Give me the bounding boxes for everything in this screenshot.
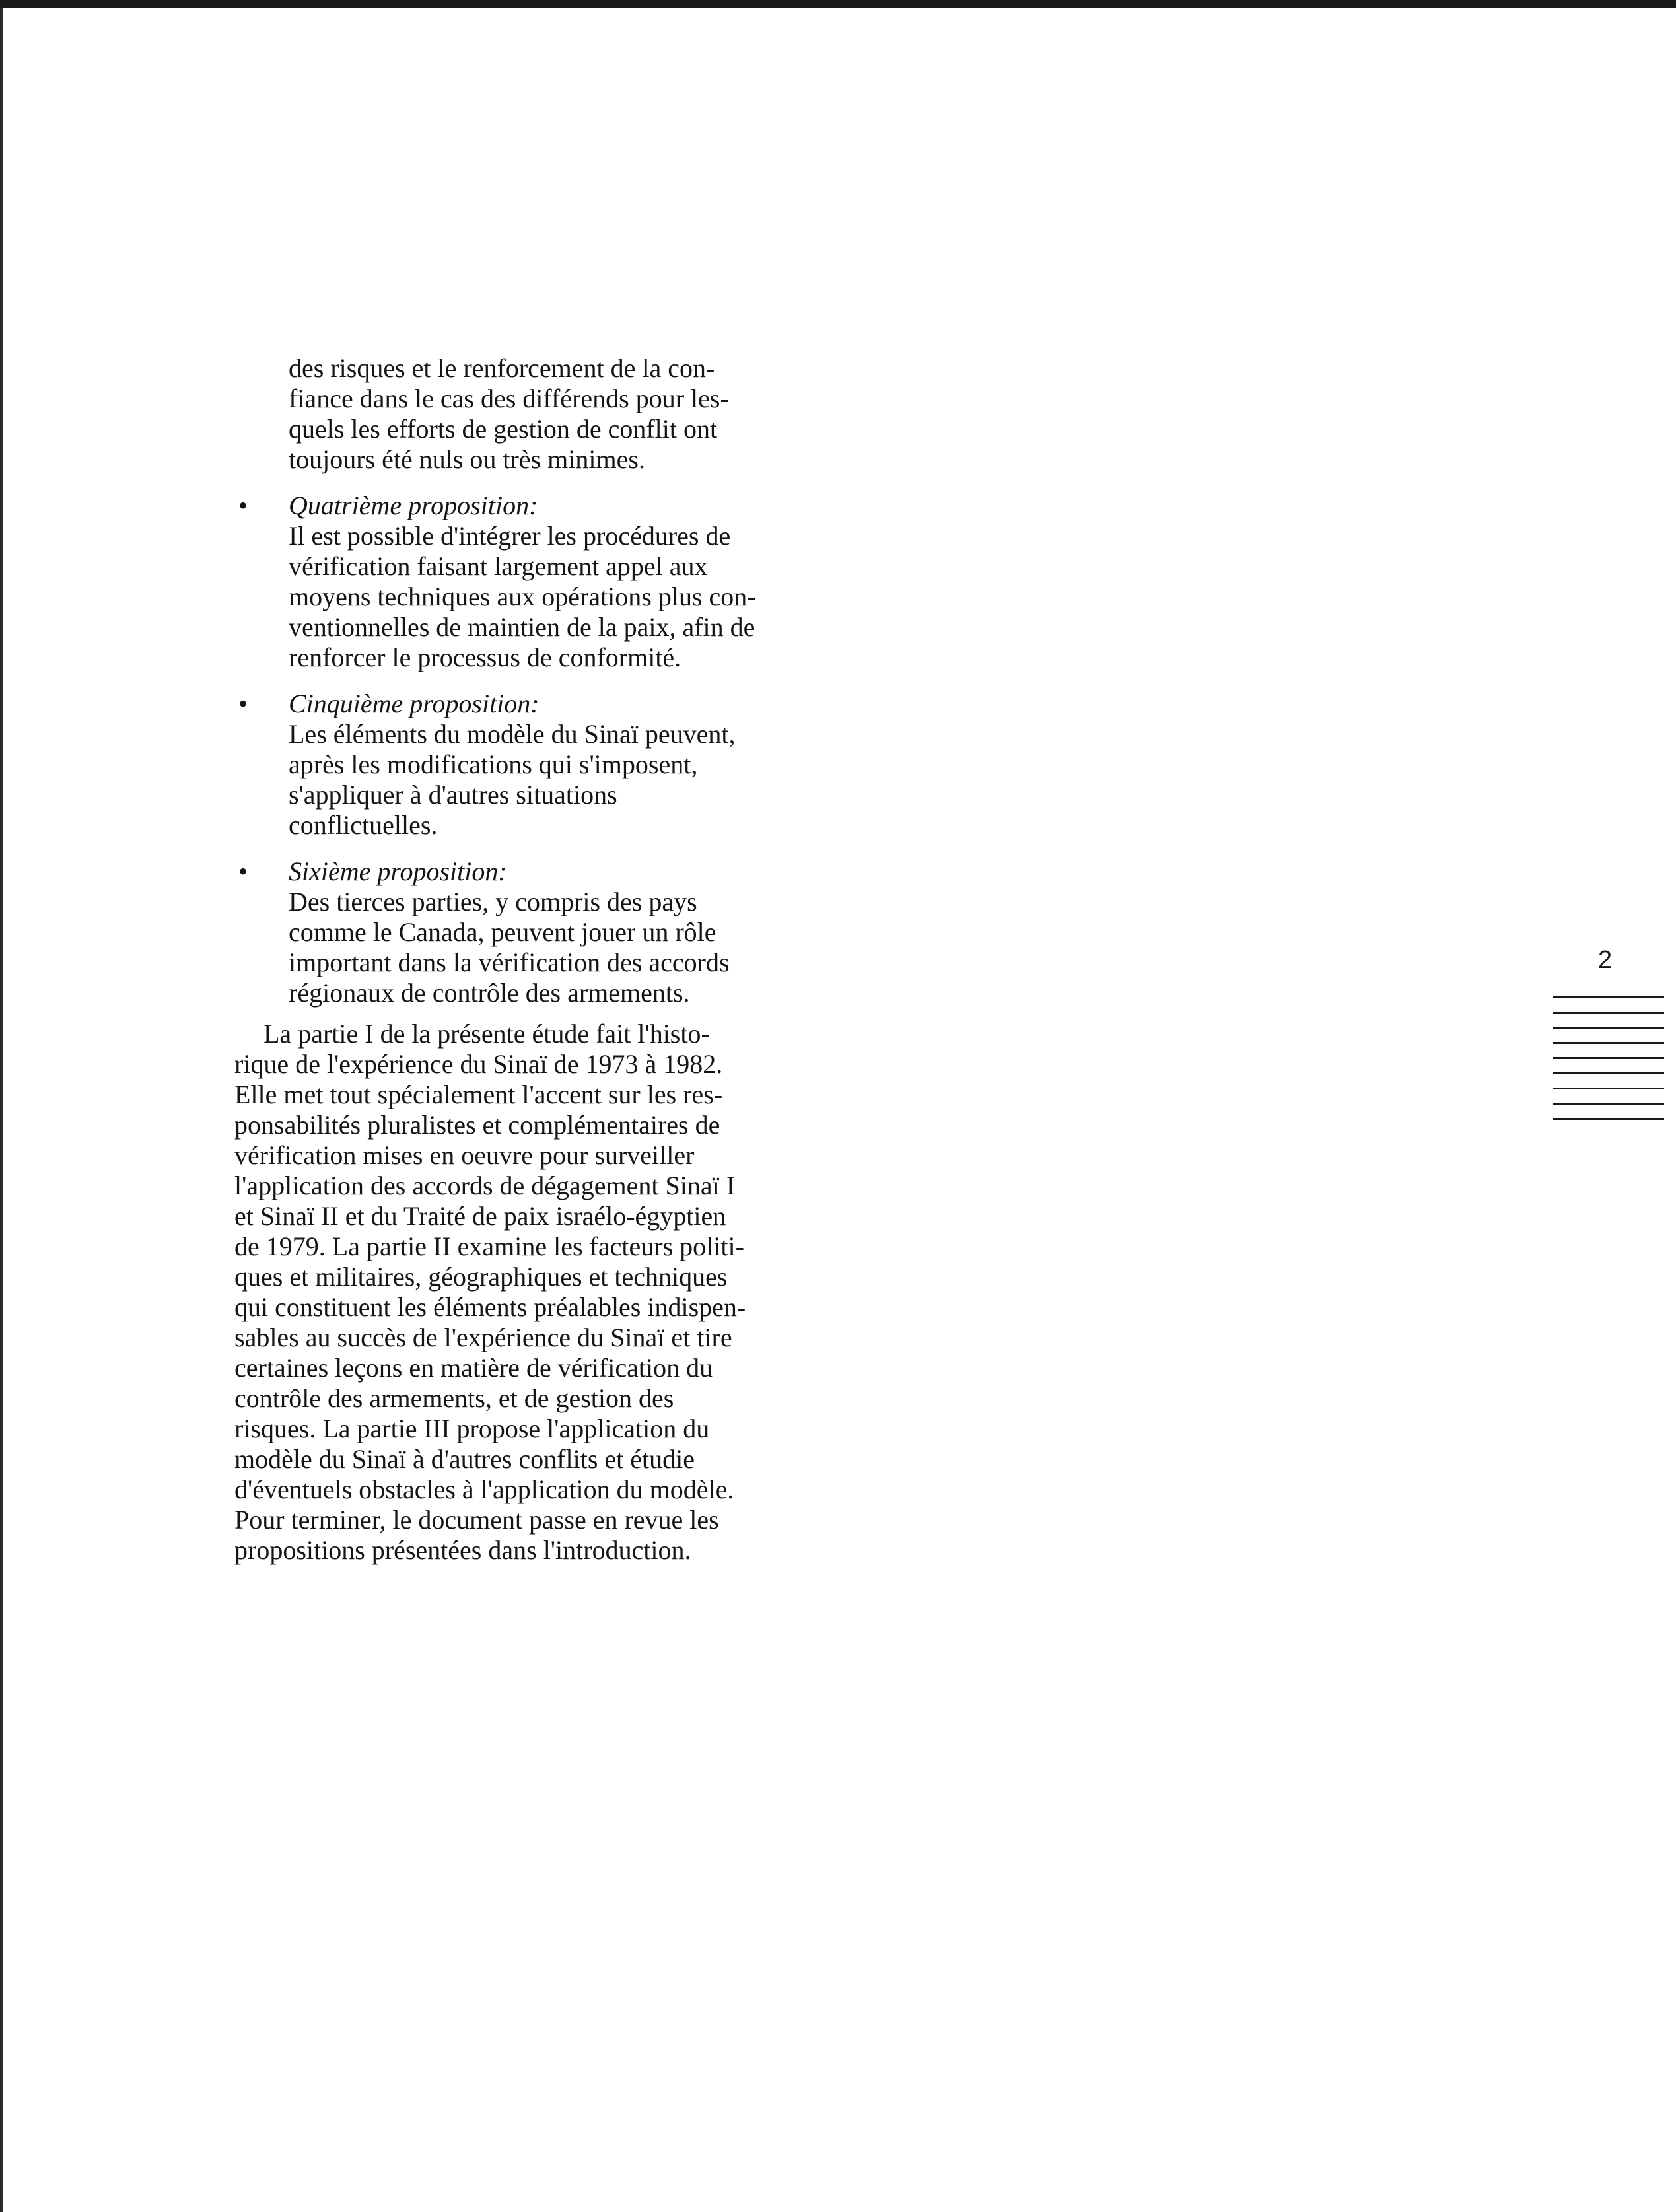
proposition-heading: Cinquième proposition: <box>289 689 540 718</box>
bullet-icon: • <box>238 689 248 718</box>
bullet-icon: • <box>238 856 248 886</box>
proposition-heading: Quatrième proposition: <box>289 491 538 520</box>
margin-rule <box>1553 1012 1664 1014</box>
proposition-text <box>289 719 842 841</box>
text-line: régionaux de contrôle des armements. <box>289 978 690 1008</box>
margin-rule <box>1553 1118 1664 1120</box>
page-number: 2 <box>1598 946 1613 974</box>
margin-rule <box>1553 1027 1664 1029</box>
text-line: de 1979. La partie II examine les facteurs politi- <box>234 1231 744 1261</box>
proposition-item <box>234 491 842 673</box>
text-line: après les modifications qui s'imposent, <box>289 749 698 779</box>
text-line: vérification faisant largement appel aux <box>289 551 708 581</box>
proposition-text <box>289 521 842 673</box>
margin-rule <box>1553 1042 1664 1044</box>
text-line: ventionnelles de maintien de la paix, afin de <box>289 612 755 642</box>
text-line: rique de l'expérience du Sinaï de 1973 à 1982. <box>234 1049 723 1079</box>
text-line: risques. La partie III propose l'application du <box>234 1414 710 1443</box>
text-line: certaines leçons en matière de vérification du <box>234 1353 713 1383</box>
text-line: vérification mises en oeuvre pour surveiller <box>234 1140 695 1170</box>
body-text-column <box>234 353 842 1566</box>
text-line: sables au succès de l'expérience du Sinaï et tire <box>234 1323 732 1352</box>
text-line: qui constituent les éléments préalables indispen- <box>234 1292 746 1322</box>
text-line: moyens techniques aux opérations plus con- <box>289 582 756 611</box>
text-line: Des tierces parties, y compris des pays <box>289 887 697 916</box>
margin-rule <box>1553 1057 1664 1059</box>
text-line: conflictuelles. <box>289 810 438 840</box>
text-line: Les éléments du modèle du Sinaï peuvent, <box>289 719 736 749</box>
margin-rule <box>1553 1103 1664 1105</box>
text-line: s'appliquer à d'autres situations <box>289 780 617 810</box>
margin-rule <box>1553 996 1664 998</box>
margin-rule <box>1553 1088 1664 1089</box>
margin-rule <box>1553 1072 1664 1074</box>
text-line: toujours été nuls ou très minimes. <box>289 444 645 474</box>
proposition-text <box>289 887 842 1008</box>
proposition-item <box>234 689 842 841</box>
text-line: comme le Canada, peuvent jouer un rôle <box>289 917 716 947</box>
text-line: l'application des accords de dégagement Sinaï I <box>234 1171 736 1200</box>
text-line: ponsabilités pluralistes et complémentaires de <box>234 1110 720 1140</box>
text-line: et Sinaï II et du Traité de paix israélo-égyptien <box>234 1201 726 1231</box>
text-line: important dans la vérification des accords <box>289 948 730 977</box>
top-border-rule <box>0 0 1676 8</box>
proposition-heading: Sixième proposition: <box>289 856 507 886</box>
text-line: renforcer le processus de conformité. <box>289 642 681 672</box>
bullet-icon: • <box>238 491 248 520</box>
text-line: ques et militaires, géographiques et techniques <box>234 1262 728 1292</box>
margin-rule-block <box>1553 996 1664 1133</box>
text-line: Pour terminer, le document passe en revue les <box>234 1505 719 1535</box>
text-line: La partie I de la présente étude fait l'histo- <box>263 1019 710 1049</box>
summary-paragraph <box>234 1019 842 1566</box>
text-line: fiance dans le cas des différends pour les- <box>289 384 729 413</box>
lead-paragraph <box>234 353 842 475</box>
left-scan-edge <box>0 8 3 2212</box>
proposition-item <box>234 856 842 1008</box>
text-line: des risques et le renforcement de la con- <box>289 353 715 383</box>
text-line: contrôle des armements, et de gestion des <box>234 1383 674 1413</box>
text-line: Elle met tout spécialement l'accent sur les res- <box>234 1080 723 1109</box>
text-line: modèle du Sinaï à d'autres conflits et étudie <box>234 1444 695 1474</box>
text-line: Il est possible d'intégrer les procédures de <box>289 521 731 551</box>
text-line: propositions présentées dans l'introduction. <box>234 1535 691 1565</box>
text-line: quels les efforts de gestion de conflit ont <box>289 414 718 444</box>
text-line: d'éventuels obstacles à l'application du modèle. <box>234 1474 734 1504</box>
